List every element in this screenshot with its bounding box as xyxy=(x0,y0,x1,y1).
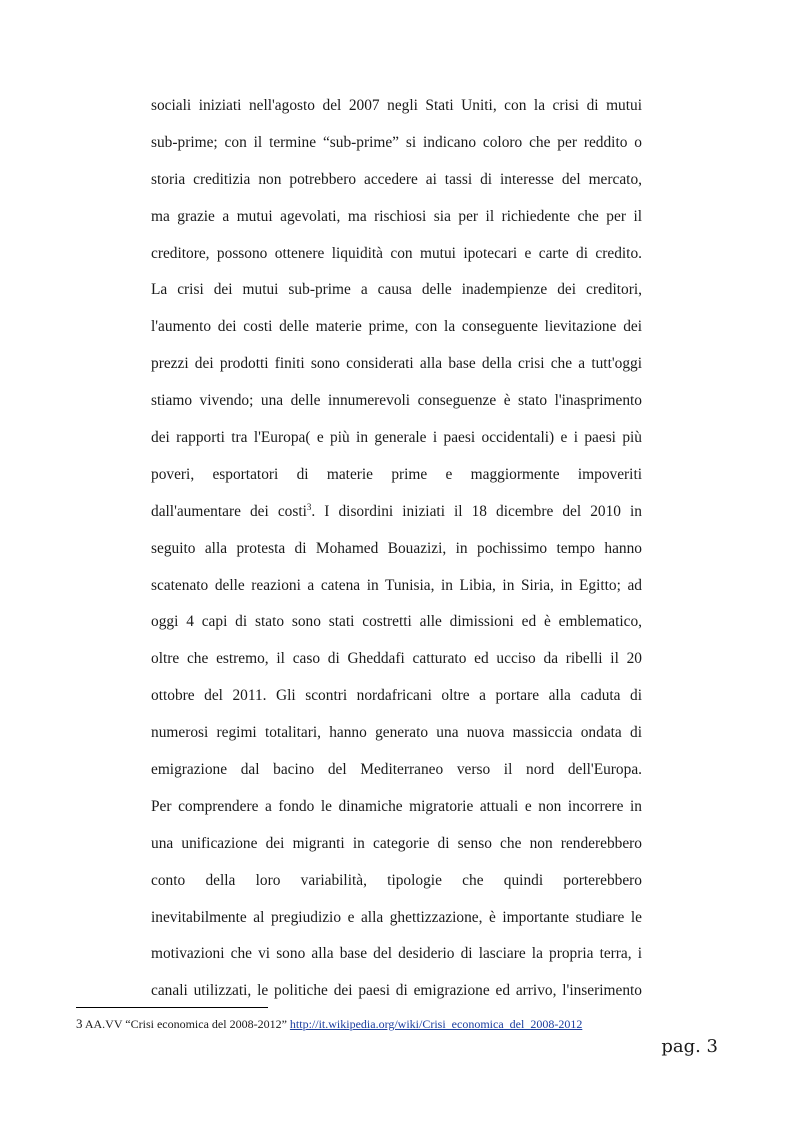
text-line: creditore, possono ottenere liquidità con mutui ipotecari e carte di credito. xyxy=(151,244,642,262)
text-line: numerosi regimi totalitari, hanno generato una nuova massiccia ondata di xyxy=(151,724,642,742)
text-line: ottobre del 2011. Gli scontri nordafricani oltre a portare alla caduta di xyxy=(151,687,642,705)
footnote-reference[interactable]: 3 xyxy=(306,501,312,512)
text-line: prezzi dei prodotti finiti sono considerati alla base della crisi che a tutt'oggi xyxy=(151,355,642,373)
footnote-separator xyxy=(76,1007,268,1008)
text-line: scatenato delle reazioni a catena in Tunisia, in Libia, in Siria, in Egitto; ad xyxy=(151,576,642,594)
text-line: emigrazione dal bacino del Mediterraneo verso il nord dell'Europa. xyxy=(151,761,642,779)
page-number: pag. 3 xyxy=(661,1036,718,1057)
text-line: poveri, esportatori di materie prime e maggiormente impoveriti xyxy=(151,465,642,483)
text-line: oggi 4 capi di stato sono stati costretti alle dimissioni ed è emblematico, xyxy=(151,613,642,631)
text-segment: . I disordini iniziati il 18 dicembre del 2010 in xyxy=(311,502,642,520)
text-line: stiamo vivendo; una delle innumerevoli conseguenze è stato l'inasprimento xyxy=(151,392,642,410)
text-line: oltre che estremo, il caso di Gheddafi catturato ed ucciso da ribelli il 20 xyxy=(151,650,642,668)
text-line: sociali iniziati nell'agosto del 2007 negli Stati Uniti, con la crisi di mutui xyxy=(151,97,642,114)
text-line: conto della loro variabilità, tipologie che quindi porterebbero xyxy=(151,871,642,889)
footnote-link[interactable]: http://it.wikipedia.org/wiki/Crisi_economica_del_2008-2012 xyxy=(289,1017,583,1031)
text-line: inevitabilmente al pregiudizio e alla ghettizzazione, è importante studiare le xyxy=(151,908,642,926)
footnote xyxy=(76,1016,582,1032)
text-line: l'aumento dei costi delle materie prime, con la conseguente lievitazione dei xyxy=(151,318,642,336)
text-line: Per comprendere a fondo le dinamiche migratorie attuali e non incorrere in xyxy=(151,797,642,815)
body-text xyxy=(151,88,642,1010)
text-line: La crisi dei mutui sub-prime a causa delle inadempienze dei creditori, xyxy=(151,281,642,299)
text-segment: dall'aumentare dei costi xyxy=(151,502,307,520)
footnote-number: 3 xyxy=(76,1016,83,1031)
text-line: motivazioni che vi sono alla base del desiderio di lasciare la propria terra, i xyxy=(151,945,642,963)
text-line: storia creditizia non potrebbero accedere ai tassi di interesse del mercato, xyxy=(151,170,642,188)
text-line-with-footnote-ref xyxy=(151,494,642,531)
footnote-text: AA.VV “Crisi economica del 2008-2012” xyxy=(82,1017,290,1031)
text-line: ma grazie a mutui agevolati, ma rischiosi sia per il richiedente che per il xyxy=(151,207,642,225)
text-line: una unificazione dei migranti in categorie di senso che non renderebbero xyxy=(151,834,642,852)
text-line: sub-prime; con il termine “sub-prime” si indicano coloro che per reddito o xyxy=(151,133,642,151)
text-line: canali utilizzati, le politiche dei paesi di emigrazione ed arrivo, l'inserimento xyxy=(151,982,642,1000)
text-line: dei rapporti tra l'Europa( e più in generale i paesi occidentali) e i paesi più xyxy=(151,429,642,447)
text-line: seguito alla protesta di Mohamed Bouazizi, in pochissimo tempo hanno xyxy=(151,539,642,557)
